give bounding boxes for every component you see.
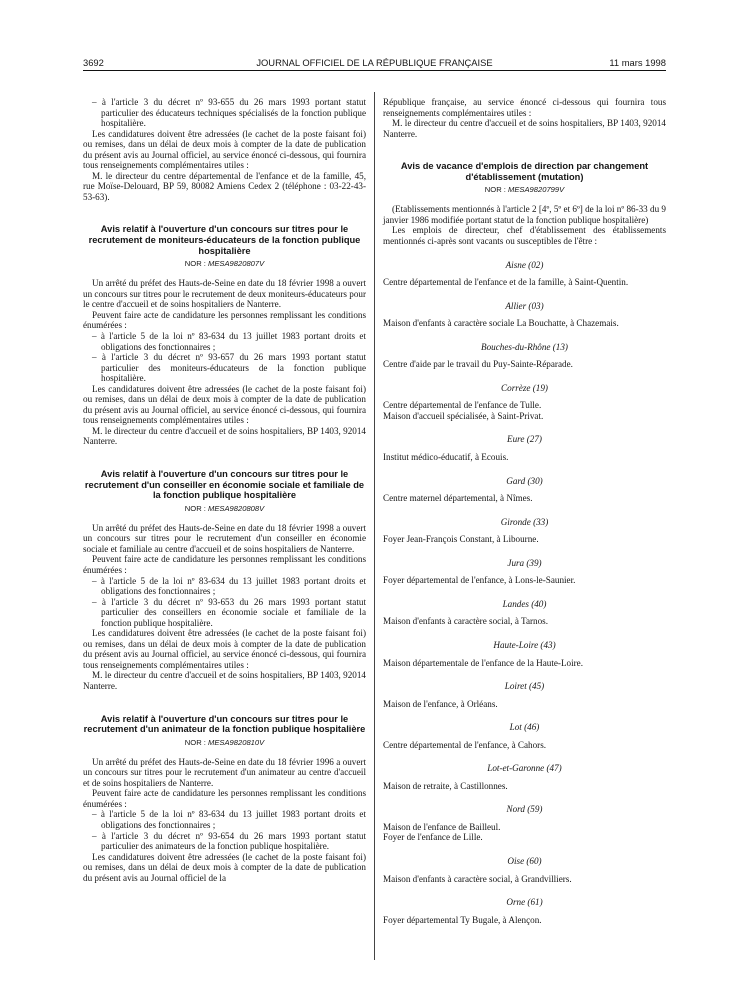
condition-bullet: – à l'article 3 du décret nº 93-657 du 26 mars 1993 portant statut particulier des moniteurs-éducateurs de la fonction publique hospitalière.: [92, 352, 366, 384]
department-name: Jura (39): [507, 557, 542, 568]
intro-paragraph: Les candidatures doivent être adressées (le cachet de la poste faisant foi) ou remises, dans un délai de deux mois à compter de la date de publication du présent avis au Journal officiel, au service énoncé ci-dessous, qui fournira tous renseignements complémentaires utiles :: [83, 128, 366, 171]
notice-paragraph: Un arrêté du préfet des Hauts-de-Seine en date du 18 février 1998 a ouvert un concours sur titres pour le recrutement de deux moniteurs-éducateurs pour le centre d'accueil et de soins hospitaliers de Nanterre.: [83, 278, 366, 310]
notice-address: M. le directeur du centre d'accueil et de soins hospitaliers, BP 1403, 92014 Nanterre.: [83, 425, 366, 447]
establishment-name: Centre départemental de l'enfance de Tulle.: [383, 400, 542, 411]
nor-reference: NOR : MESA9820810V: [184, 737, 265, 747]
department-name: Loiret (45): [504, 681, 545, 692]
department-name: Eure (27): [507, 434, 542, 445]
department-entry: [383, 627, 666, 668]
page-number: 3692: [83, 57, 104, 68]
left-column: [83, 97, 366, 883]
department-name: Nord (59): [506, 804, 543, 815]
department-name: Bouches-du-Rhône (13): [481, 341, 568, 352]
notice-moniteurs: [83, 224, 366, 447]
notice-paragraph: Peuvent faire acte de candidature les personnes remplissant les conditions énumérées :: [83, 788, 366, 809]
department-list: [383, 247, 666, 926]
establishment-name: Maison d'accueil spécialisée, à Saint-Privat.: [383, 410, 544, 421]
intro-bullet: – à l'article 3 du décret nº 93-655 du 26 mars 1993 portant statut particulier des éducateurs techniques spécialisés de la fonction publique hospitalière.: [92, 97, 366, 129]
department-entry: [383, 247, 666, 288]
department-entry: [383, 329, 666, 370]
department-entry: [383, 884, 666, 925]
establishment-name: Maison de retraite, à Castillonnes.: [383, 780, 508, 791]
establishment-name: Foyer départemental Ty Bugale, à Alençon.: [383, 914, 542, 925]
establishment-name: Maison de l'enfance, à Orléans.: [383, 698, 498, 709]
nor-reference: NOR : MESA9820808V: [184, 503, 265, 513]
department-entry: [383, 545, 666, 586]
department-entry: [383, 463, 666, 504]
establishment-name: Foyer départemental de l'enfance, à Lons-le-Saunier.: [383, 575, 576, 586]
condition-bullet: – à l'article 3 du décret nº 93-654 du 26 mars 1993 portant statut particulier des animateurs de la fonction publique hospitalière.: [92, 830, 366, 852]
notice-title: Avis relatif à l'ouverture d'un concours sur titres pour le recrutement d'un conseiller en économie sociale et familiale de la fonction publique hospitalière: [84, 469, 365, 501]
department-name: Corrèze (19): [501, 382, 548, 393]
establishment-name: Maison d'enfants à caractère social, à Tarnos.: [383, 616, 549, 627]
department-name: Gard (30): [506, 475, 543, 486]
department-entry: [383, 750, 666, 791]
notice-paragraph: Les candidatures doivent être adressées (le cachet de la poste faisant foi) ou remises, dans un délai de deux mois à compter de la date de publication du présent avis au Journal officiel de la: [83, 851, 366, 883]
department-name: Orne (61): [506, 897, 543, 908]
condition-bullet: – à l'article 5 de la loi nº 83-634 du 13 juillet 1983 portant droits et obligations des fonctionnaires ;: [92, 575, 366, 597]
department-entry: [383, 709, 666, 750]
notice-address: M. le directeur du centre d'accueil et de soins hospitaliers, BP 1403, 92014 Nanterre.: [83, 670, 366, 691]
department-entry: [383, 421, 666, 462]
header-rule: [83, 70, 666, 71]
establishment-name: Foyer de l'enfance de Lille.: [383, 832, 483, 843]
journal-title: JOURNAL OFFICIEL DE LA RÉPUBLIQUE FRANÇAISE: [256, 57, 493, 68]
notice-conseiller: [83, 469, 366, 692]
notice-paragraph: Les candidatures doivent être adressées (le cachet de la poste faisant foi) ou remises, dans un délai de deux mois à compter de la date de publication du présent avis au Journal officiel, au service énoncé ci-dessous, qui fournira tous renseignements complémentaires utiles :: [83, 383, 366, 426]
condition-bullet: – à l'article 5 de la loi nº 83-634 du 13 juillet 1983 portant droits et obligations des fonctionnaires ;: [92, 809, 366, 830]
notice-paragraph: Peuvent faire acte de candidature les personnes remplissant les conditions énumérées :: [83, 554, 366, 575]
establishment-name: Maison d'enfants à caractère social, à Grandvilliers.: [383, 873, 572, 884]
department-name: Allier (03): [505, 300, 544, 311]
establishment-name: Centre maternel départemental, à Nîmes.: [383, 493, 533, 504]
condition-bullet: – à l'article 5 de la loi nº 83-634 du 13 juillet 1983 portant droits et obligations des fonctionnaires ;: [92, 330, 366, 352]
department-name: Lot (46): [509, 722, 540, 733]
nor-reference: NOR : MESA9820807V: [184, 259, 265, 269]
establishment-name: Maison de l'enfance de Bailleul.: [383, 821, 501, 832]
column-divider: [374, 92, 375, 960]
department-entry: [383, 668, 666, 709]
notice-title: Avis relatif à l'ouverture d'un concours sur titres pour le recrutement d'un animateur de la fonction publique hospitalière: [83, 713, 366, 735]
establishment-name: Centre d'aide par le travail du Puy-Sainte-Réparade.: [383, 359, 573, 370]
vacancy-scope: (Etablissements mentionnés à l'article 2 [4º, 5º et 6º] de la loi nº 86-33 du 9 janvier 1986 modifiée portant statut de la fonction publique hospitalière): [383, 204, 666, 225]
continued-address: M. le directeur du centre d'accueil et de soins hospitaliers, BP 1403, 92014 Nanterre.: [383, 118, 666, 139]
notice-paragraph: Les candidatures doivent être adressées (le cachet de la poste faisant foi) ou remises, dans un délai de deux mois à compter de la date de publication du présent avis au Journal officiel, au service énoncé ci-dessous, qui fournira tous renseignements complémentaires utiles :: [83, 628, 366, 670]
department-entry: [383, 843, 666, 884]
department-name: Haute-Loire (43): [493, 639, 556, 650]
condition-bullet: – à l'article 3 du décret nº 93-653 du 26 mars 1993 portant statut particulier des conseillers en économie sociale et familiale de la fonction publique hospitalière.: [92, 596, 366, 628]
vacancy-title: Avis de vacance d'emplois de direction par changement d'établissement (mutation): [400, 161, 649, 182]
department-entry: [383, 791, 666, 843]
department-entry: [383, 288, 666, 329]
establishment-name: Institut médico-éducatif, à Ecouis.: [383, 452, 509, 463]
department-name: Oise (60): [507, 855, 542, 866]
establishment-name: Maison d'enfants à caractère sociale La Bouchatte, à Chazemais.: [383, 318, 619, 329]
department-name: Lot-et-Garonne (47): [487, 763, 562, 774]
continued-paragraph: République française, au service énoncé ci-dessous qui fournira tous renseignements complémentaires utiles :: [383, 97, 666, 118]
issue-date: 11 mars 1998: [609, 57, 666, 68]
department-name: Gironde (33): [500, 516, 549, 527]
department-entry: [383, 586, 666, 627]
notice-animateur: [83, 714, 366, 884]
establishment-name: Centre départemental de l'enfance et de la famille, à Saint-Quentin.: [383, 277, 629, 288]
department-entry: [383, 504, 666, 545]
right-column: [383, 97, 666, 925]
establishment-name: Foyer Jean-François Constant, à Libourne.: [383, 534, 539, 545]
department-name: Landes (40): [502, 598, 547, 609]
department-name: Aisne (02): [505, 259, 544, 270]
nor-reference: NOR : MESA9820799V: [484, 185, 565, 195]
establishment-name: Centre départemental de l'enfance, à Cahors.: [383, 739, 547, 750]
notice-paragraph: Peuvent faire acte de candidature les personnes remplissant les conditions énumérées :: [83, 309, 366, 331]
notice-paragraph: Un arrêté du préfet des Hauts-de-Seine en date du 18 février 1998 a ouvert un concours sur titres pour le recrutement d'un conseiller en économie sociale et familiale au centre d'accueil et de soins hospitaliers de Nanterre.: [83, 522, 366, 554]
vacancy-notice: [383, 161, 666, 246]
vacancy-intro: Les emplois de directeur, chef d'établissement des établissements mentionnés ci-après sont vacants ou susceptibles de l'être :: [383, 225, 666, 247]
intro-address: M. le directeur du centre départemental de l'enfance et de la famille, 45, rue Moïse-Delouard, BP 59, 80082 Amiens Cedex 2 (téléphone : 03-22-43-53-63).: [83, 170, 366, 202]
notice-paragraph: Un arrêté du préfet des Hauts-de-Seine en date du 18 février 1996 a ouvert un concours sur titres pour le recrutement d'un animateur au centre d'accueil et de soins hospitaliers de Nanterre.: [83, 756, 366, 788]
establishment-name: Maison départementale de l'enfance de la Haute-Loire.: [383, 657, 584, 668]
notice-title: Avis relatif à l'ouverture d'un concours sur titres pour le recrutement de moniteurs-éducateurs de la fonction publique hospitalière: [88, 224, 361, 256]
department-entry: [383, 370, 666, 422]
